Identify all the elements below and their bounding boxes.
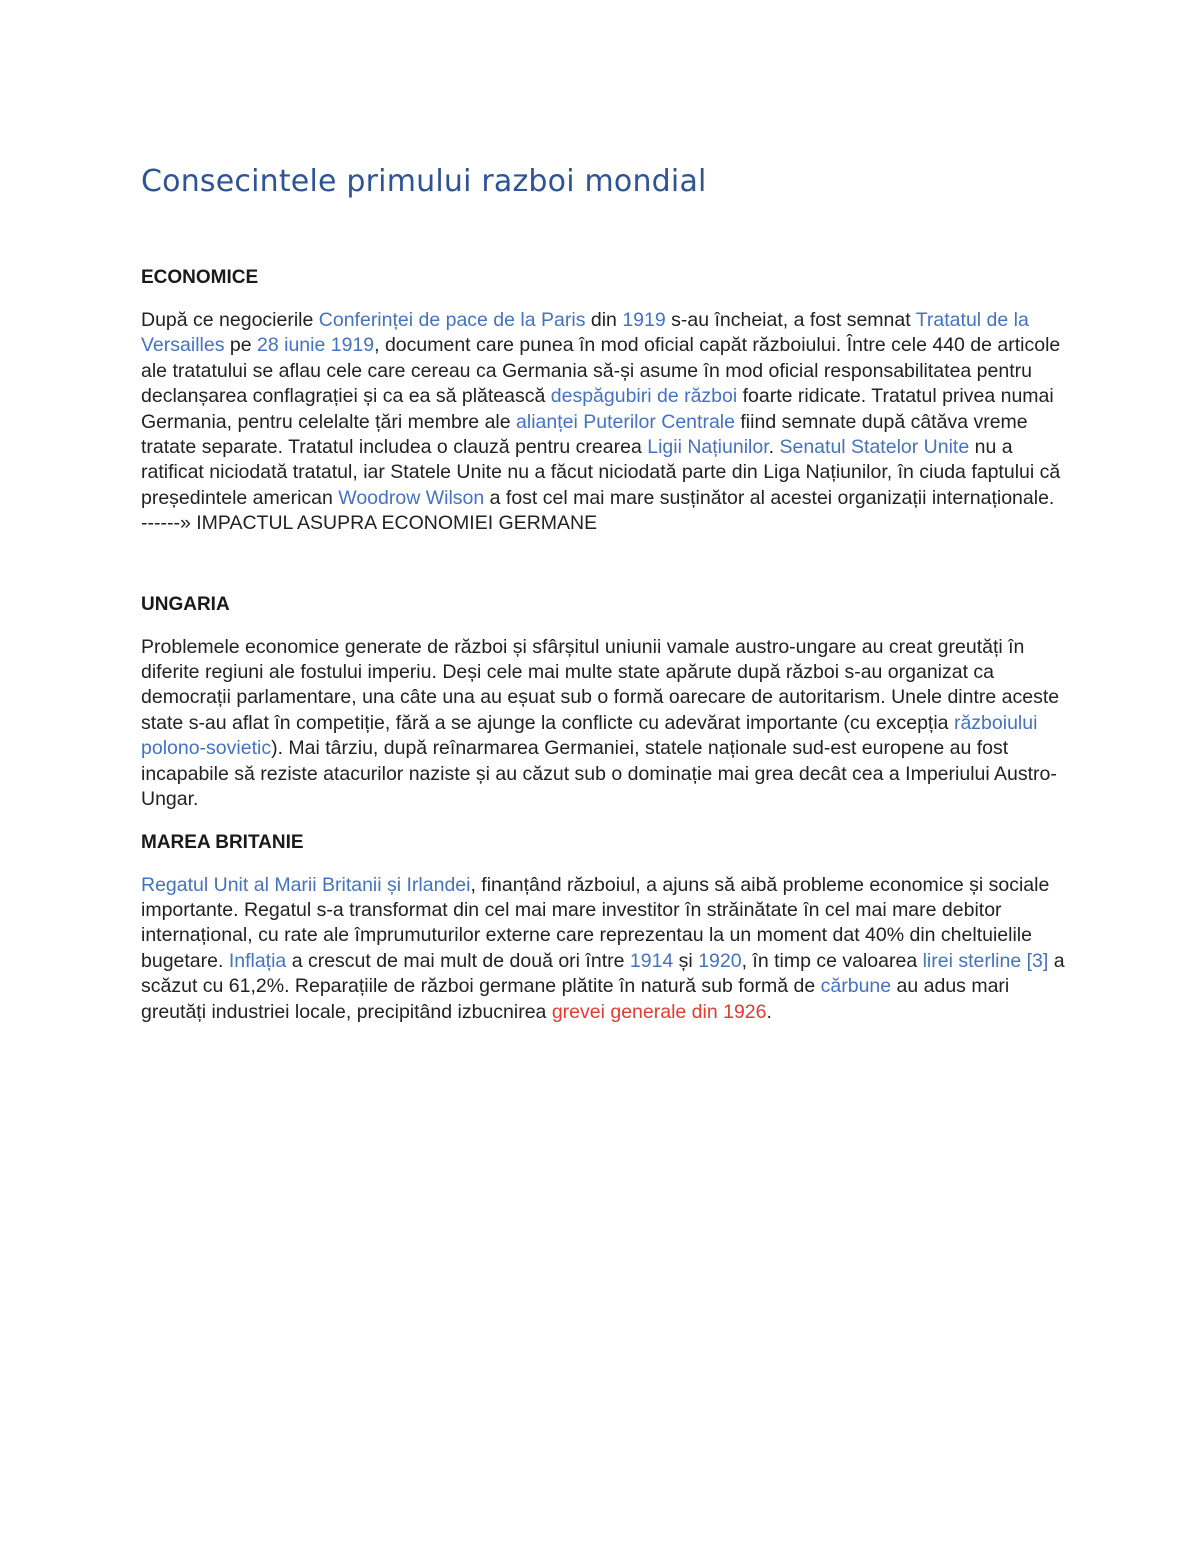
hyperlink[interactable]: [3]: [1026, 949, 1049, 972]
paragraph-text: pe: [224, 334, 257, 357]
hyperlink[interactable]: Regatul Unit al Marii Britanii și Irlandei: [141, 873, 471, 896]
section-ungaria: [141, 593, 1066, 813]
hyperlink[interactable]: 28 iunie 1919: [257, 334, 375, 357]
hyperlink[interactable]: despăgubiri de război: [550, 385, 738, 408]
paragraph-text: foarte ridicate. Tratatul privea numai Germania, pentru celelalte țări membre ale: [141, 385, 1054, 433]
hyperlink[interactable]: 1920: [698, 949, 742, 972]
hyperlink[interactable]: cărbune: [820, 975, 892, 998]
section-marea-britanie: [141, 831, 1066, 1025]
hyperlink[interactable]: Woodrow Wilson: [338, 486, 485, 509]
paragraph-text: au adus mari greutăți industriei locale, precipitând izbucnirea: [141, 975, 1010, 1023]
paragraph-text: a crescut de mai mult de două ori între: [286, 949, 630, 972]
section-heading-economice: ECONOMICE: [141, 267, 259, 288]
hyperlink[interactable]: Tratatul de la Versailles: [141, 309, 1029, 357]
paragraph-text: nu a ratificat niciodată tratatul, iar Statele Unite nu a făcut niciodată parte din Liga Națiunilor, în ciuda faptului că președintele american: [141, 436, 1061, 509]
section-heading-marea-britanie: MAREA BRITANIE: [141, 831, 304, 853]
hyperlink[interactable]: Senatul Statelor Unite: [779, 436, 970, 459]
paragraph-text: s-au încheiat, a fost semnat: [665, 309, 916, 331]
paragraph-text: fiind semnate după câtăva vreme tratate separate. Tratatul includea o clauză pentru crearea: [141, 410, 1028, 459]
paragraph-text: a fost cel mai mare susținător al acestei organizații internaționale. ------» IMPACTUL ASUPRA ECONOMIEI GERMANE: [141, 486, 1055, 535]
paragraph-text: ). Mai târziu, după reînarmarea Germaniei, statele naționale sud-est europene au fost incapabile să reziste atacurilor naziste și au căzut sub o dominație mai grea decât cea a Imperiului Austro-Ungar.: [141, 737, 1057, 811]
section-paragraph-ungaria: [141, 635, 1066, 813]
paragraph-text: și: [673, 949, 699, 972]
hyperlink[interactable]: alianței Puterilor Centrale: [516, 410, 735, 433]
document-title: Consecintele primului razboi mondial: [141, 164, 707, 199]
hyperlink[interactable]: grevei generale din 1926: [551, 1000, 767, 1023]
section-economice: [141, 266, 1066, 537]
paragraph-text: Problemele economice generate de război și sfârșitul uniunii vamale austro-ungare au creat greutăți în diferite regiuni ale fostului imperiu. Deși cele mai multe state apărute după război s-au organizat ca democrații parlamentare, una câte una au eșuat sub o formă oarecare de autoritarism. Unele dintre aceste state s-au aflat în competiție, fără a se ajunge la conflicte cu adevărat importante (cu excepția: [141, 635, 1060, 734]
hyperlink[interactable]: războiului polono-sovietic: [141, 711, 1038, 760]
hyperlink[interactable]: 1914: [629, 949, 674, 972]
document-page: [141, 160, 1066, 1025]
paragraph-text: După ce negocierile: [141, 309, 319, 331]
section-heading-ungaria: UNGARIA: [141, 593, 230, 615]
hyperlink[interactable]: Ligii Națiunilor: [647, 436, 769, 459]
hyperlink[interactable]: Inflația: [228, 949, 287, 972]
section-paragraph-marea-britanie: [141, 873, 1066, 1025]
hyperlink[interactable]: Conferinței de pace de la Paris: [318, 309, 586, 331]
paragraph-text: a scăzut cu 61,2%. Reparațiile de război germane plătite în natură sub formă de: [141, 949, 1065, 998]
section-paragraph-economice: [141, 308, 1066, 537]
hyperlink[interactable]: 1919: [622, 309, 666, 331]
paragraph-text: , document care punea în mod oficial capăt războiului. Între cele 440 de articole ale tratatului se aflau cele care cereau ca Germania să-și asume în mod oficial responsabilitatea pentru declanșarea conflagrației și ca ea să plătească: [141, 334, 1061, 408]
paragraph-text: , în timp ce valoarea: [741, 949, 923, 972]
paragraph-text: .: [766, 1000, 772, 1023]
paragraph-text: , finanțând războiul, a ajuns să aibă probleme economice și sociale importante. Regatul s-a transformat din cel mai mare investitor în străinătate în cel mai mare debitor internațional, cu rate ale împrumuturilor externe care reprezentau la un moment dat 40% din cheltuielile bugetare.: [141, 873, 1050, 972]
paragraph-text: din: [585, 309, 623, 331]
hyperlink[interactable]: lirei sterline: [922, 949, 1022, 972]
paragraph-text: .: [768, 436, 780, 459]
